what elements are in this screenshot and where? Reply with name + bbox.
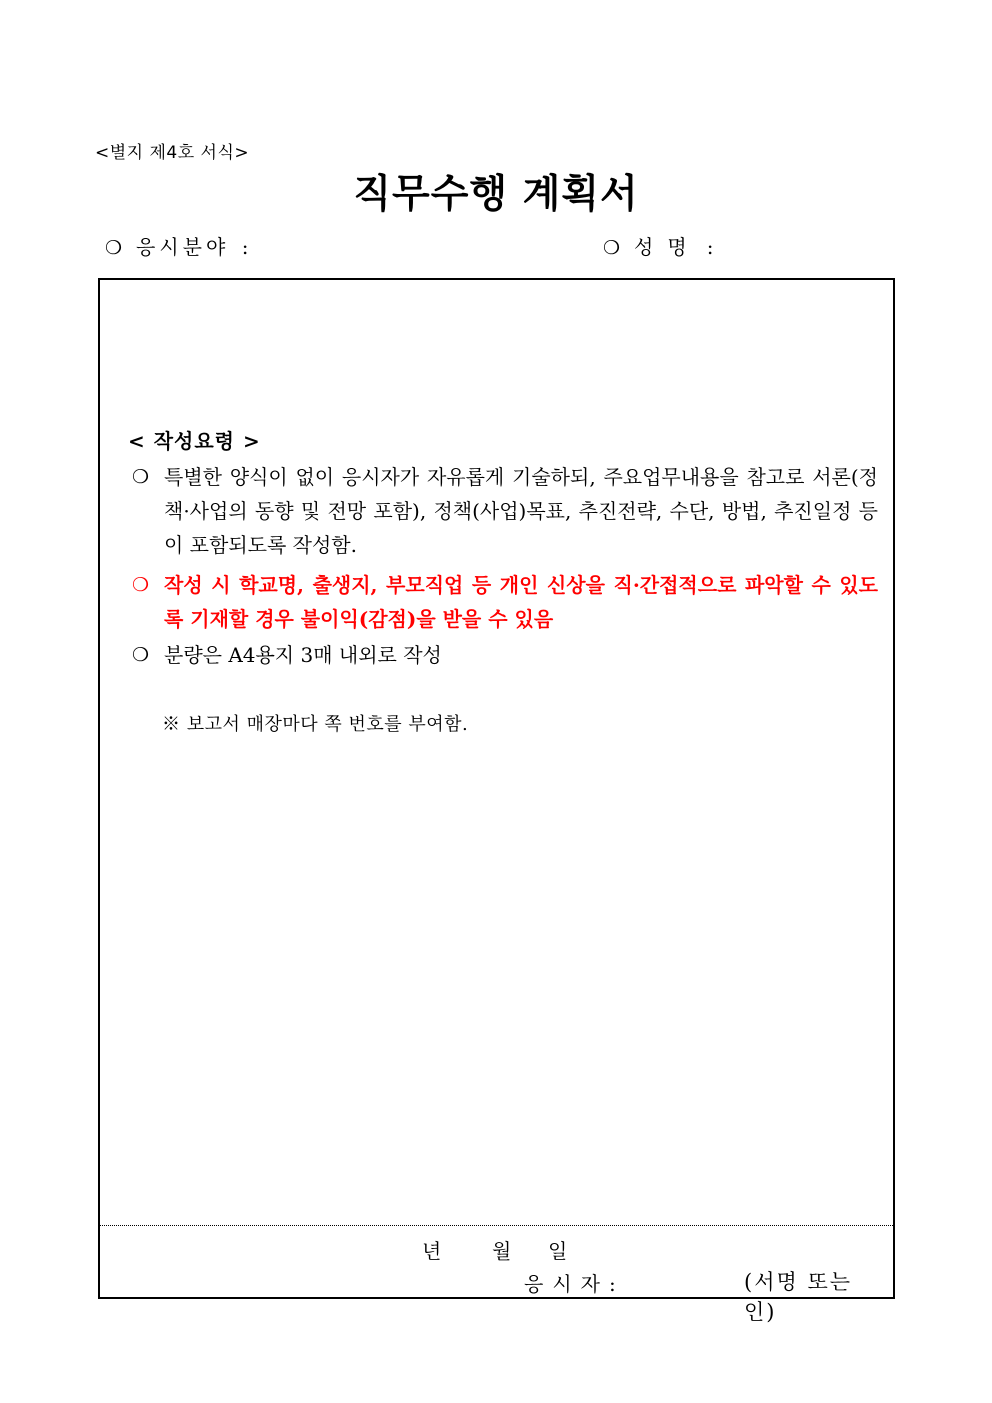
writing-guide-heading: < 작성요령 > bbox=[128, 429, 261, 453]
hollow-circle-icon: ❍ bbox=[132, 466, 150, 488]
application-area-colon: : bbox=[241, 235, 249, 259]
applicant-name-label: 성명 bbox=[634, 235, 701, 259]
guide-item bbox=[132, 638, 878, 672]
applicant-name-colon: : bbox=[706, 235, 714, 259]
guide-item bbox=[132, 460, 878, 562]
hollow-circle-icon: ❍ bbox=[105, 237, 123, 259]
page-number-note: ※ 보고서 매장마다 쪽 번호를 부여함. bbox=[162, 714, 469, 735]
applicant-colon: : bbox=[608, 1272, 616, 1296]
application-area-field bbox=[105, 231, 248, 260]
guide-item-text: 특별한 양식이 없이 응시자가 자유롭게 기술하되, 주요업무내용을 참고로 서론(정책·사업의 동향 및 전망 포함), 정책(사업)목표, 추진전략, 수단, 방법, 추진일정 등이 포함되도록 작성함. bbox=[164, 465, 878, 557]
day-label: 일 bbox=[548, 1239, 568, 1263]
form-number-label: <별지 제4호 서식> bbox=[95, 143, 250, 163]
guide-item-warning-text: 작성 시 학교명, 출생지, 부모직업 등 개인 신상을 직·간접적으로 파악할 수 있도록 기재할 경우 불이익(감점)을 받을 수 있음 bbox=[164, 573, 878, 631]
hollow-circle-icon: ❍ bbox=[603, 237, 621, 259]
date-line bbox=[422, 1235, 567, 1264]
dotted-divider bbox=[100, 1225, 893, 1226]
signature-label: (서명 또는 인) bbox=[744, 1270, 853, 1324]
document-title: 직무수행 계획서 bbox=[353, 172, 639, 217]
hollow-circle-icon: ❍ bbox=[132, 644, 150, 666]
applicant-name-field bbox=[603, 231, 713, 260]
application-area-label: 응시분야 bbox=[136, 235, 230, 259]
guide-item-warning bbox=[132, 568, 878, 636]
month-label: 월 bbox=[492, 1239, 512, 1263]
hollow-circle-icon: ❍ bbox=[132, 574, 150, 596]
year-label: 년 bbox=[422, 1239, 442, 1263]
plan-writing-box bbox=[98, 278, 895, 1324]
applicant-signature-line bbox=[524, 1268, 616, 1297]
applicant-label: 응시자 bbox=[524, 1272, 609, 1296]
guide-item-text: 분량은 A4용지 3매 내외로 작성 bbox=[164, 643, 442, 667]
